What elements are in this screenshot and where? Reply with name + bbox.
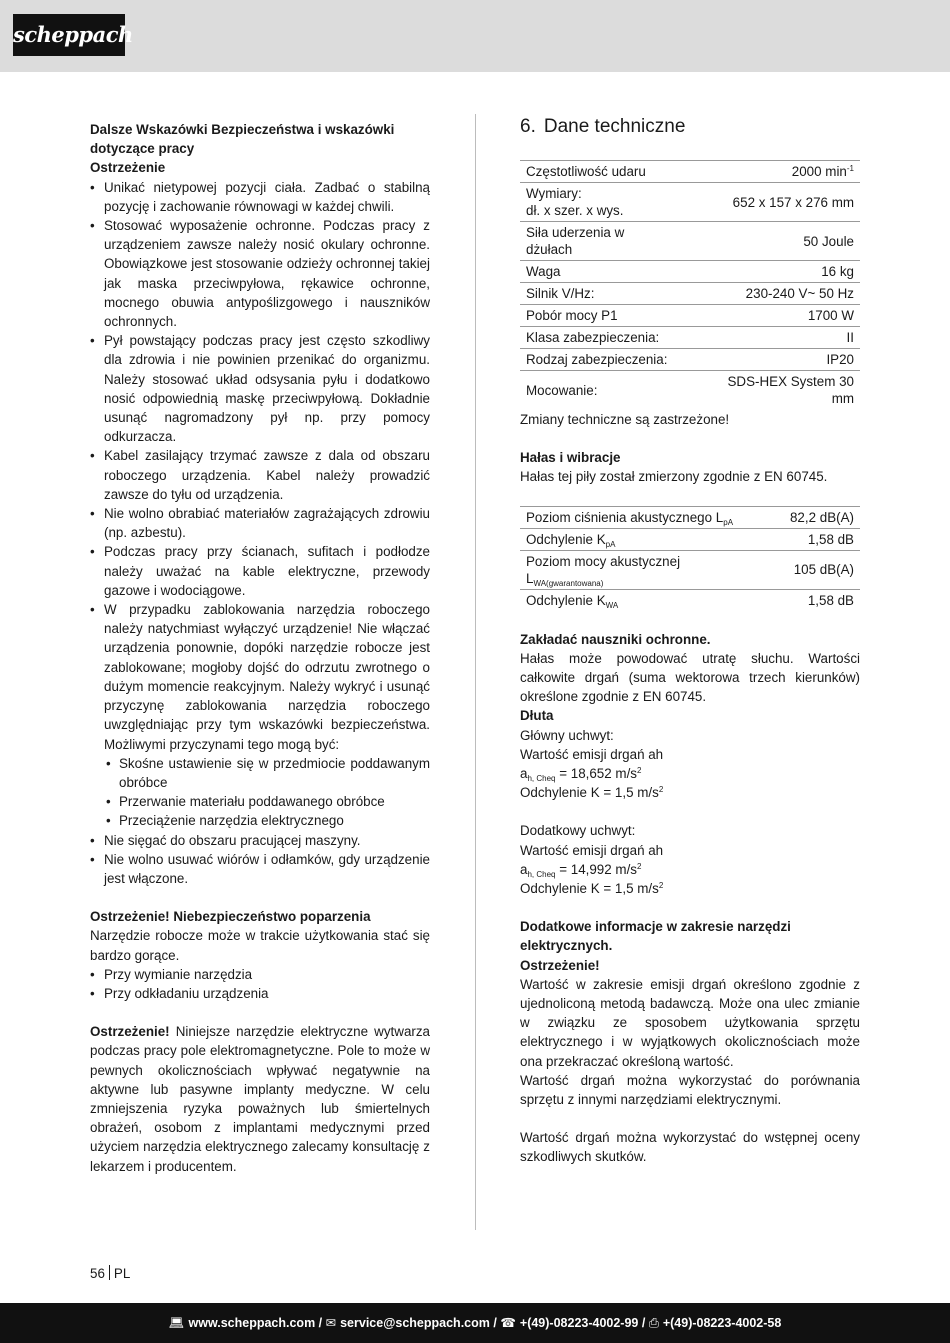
burn-warning-text: Narzędzie robocze może w trakcie użytkowania stać się bardzo gorące. [90, 928, 430, 963]
page-number-value: 56 [90, 1266, 105, 1281]
extra-info-text-3: Wartość drgań można wykorzystać do wstępnej oceny szkodliwych skutków. [520, 1130, 860, 1165]
table-row [520, 183, 860, 222]
burn-warning-list [90, 965, 430, 1003]
spec-key: Rodzaj zabezpieczenia: [520, 349, 707, 371]
spec-value: SDS-HEX System 30 mm [727, 374, 854, 406]
envelope-icon: ✉︎ [325, 1316, 337, 1330]
table-row [520, 528, 860, 550]
burn-warning-title: Ostrzeżenie! Niebezpieczeństwo poparzenia [90, 909, 371, 925]
left-column [90, 120, 430, 1176]
extra-deviation [520, 879, 860, 898]
sub-list-item: • Skośne ustawienie się w przedmiocie poddawanym obróbce [104, 754, 430, 792]
extra-info-text-1: Wartość w zakresie emisji drgań określono zgodnie z ujednoliconą metodą badawczą. Może ona ulec zmianie w związku ze sposobem użytkowania sprzętu elektrycznego i w wyjątkowych okolicznościach może ona przekraczać określoną wartość. [520, 976, 860, 1069]
main-emission-value [520, 764, 860, 783]
list-item [90, 600, 430, 830]
noise-key-sub: pA [723, 517, 734, 527]
changes-note: Zmiany techniczne są zastrzeżone! [520, 412, 730, 427]
table-row [520, 261, 860, 283]
page-number [90, 1264, 130, 1283]
unit-sup: 2 [658, 881, 664, 891]
spec-value: 16 kg [707, 261, 860, 283]
spec-key: Pobór mocy P1 [520, 305, 707, 327]
noise-key-text: Odchylenie K [526, 592, 606, 608]
computer-icon: 💻︎ [168, 1316, 185, 1330]
fax-icon: ⎙ [648, 1316, 659, 1330]
spec-value-text: 2000 min [791, 164, 847, 179]
a-symbol-sub: h, Cheq [527, 869, 556, 879]
unit-sup: 2 [658, 785, 664, 795]
emf-warning-text: Niniejsze narzędzie elektryczne wytwarza podczas pracy pole elektromagnetyczne. Pole to może w pewnych okolicznościach wpływać negatywnie na aktywne lub pasywne implanty medyczne. W celu zmniejszenia ryzyka poważnych lub śmiertelnych obrażeń, osobom z implantami medycznymi przed użyciem narzędzia elektrycznego zalecamy konsultację z lekarzem i producentem. [90, 1024, 430, 1174]
list-item: • Podczas pracy przy ścianach, sufitach i podłodze należy uważać na kable elektryczne, przewody gazowe i wodociągowe. [90, 542, 430, 600]
noise-title: Hałas i wibracje [520, 450, 621, 466]
list-item: • Unikać nietypowej pozycji ciała. Zadbać o stabilną pozycję i zachowanie równowagi w każdej chwili. [90, 178, 430, 216]
table-row [520, 589, 860, 611]
spec-value: IP20 [707, 349, 860, 371]
main-deviation [520, 783, 860, 802]
noise-key-sub: pA [605, 539, 616, 549]
safety-list [90, 178, 430, 889]
emission-value: = 18,652 m/s [555, 766, 637, 782]
main-handle-label: Główny uchwyt: [520, 727, 614, 743]
sub-list-item: • Przeciążenie narzędzia elektrycznego [104, 811, 430, 830]
table-row [520, 506, 860, 528]
table-row [520, 371, 860, 410]
extra-info-text-2: Wartość drgań można wykorzystać do porównania sprzętu z innymi narzędziami elektrycznymi. [520, 1072, 860, 1108]
ear-protection-text: Hałas może powodować utratę słuchu. Wartości całkowite drgań (suma wektorowa trzech kierunków) określone zgodnie z EN 60745. [520, 650, 860, 705]
deviation-text: Odchylenie K = 1,5 m/s [520, 881, 659, 897]
footer-website: www.scheppach.com / [188, 1316, 323, 1330]
noise-table [520, 506, 860, 611]
sub-list [104, 754, 430, 831]
emission-value: = 14,992 m/s [555, 861, 637, 877]
list-item: • Nie wolno usuwać wiórów i odłamków, gdy urządzenie jest włączone. [90, 850, 430, 888]
unit-sup: 2 [637, 766, 642, 776]
extra-warning-label: Ostrzeżenie! [520, 957, 600, 973]
list-item: • Stosować wyposażenie ochronne. Podczas pracy z urządzeniem zawsze należy nosić okulary ochronne. Obowiązkowe jest stosowanie odzieży ochronnej takiej jak maska przeciwpyłowa, rękawice ochronne, mocnego obuwia antypoślizgowego i nauszników ochronnych. [90, 216, 430, 331]
emission-label: Wartość emisji drgań ah [520, 746, 664, 762]
ear-protection-title: Zakładać nauszniki ochronne. [520, 631, 711, 647]
extra-handle-label: Dodatkowy uchwyt: [520, 823, 636, 839]
footer-fax: +(49)-08223-4002-58 [662, 1316, 782, 1330]
list-item: • Kabel zasilający trzymać zawsze z dala od obszaru roboczego urządzenia. Kabel należy prowadzić zawsze do tyłu od urządzenia. [90, 446, 430, 504]
table-row [520, 327, 860, 349]
table-row [520, 161, 860, 183]
table-row [520, 305, 860, 327]
noise-text: Hałas tej piły został zmierzony zgodnie z EN 60745. [520, 469, 828, 485]
list-item: • Przy odkładaniu urządzenia [90, 984, 430, 1003]
unit-sup: 2 [637, 861, 642, 871]
footer-bar [0, 1303, 950, 1343]
blocking-text: • W przypadku zablokowania narzędzia roboczego należy natychmiast wyłączyć urządzenie! Nie włączać urządzenia ponownie, dopóki narzędzie robocze jest zablokowane; mogłoby dojść do odrzutu zwrotnego o dużym momencie reakcyjnym. Należy wykryć i usunąć przyczynę zablokowania narzędzia roboczego uwzględniając przy tym wskazówki bezpieczeństwa. Możliwymi przyczynami tego mogą być: [104, 602, 430, 752]
safety-section [90, 120, 430, 888]
burn-warning-section [90, 907, 430, 1003]
noise-key-sub: WA [605, 600, 619, 610]
emf-warning-lead: Ostrzeżenie! [90, 1024, 170, 1040]
phone-icon: ☎︎ [500, 1316, 516, 1330]
section-title: Dane techniczne [543, 116, 686, 137]
deviation-text: Odchylenie K = 1,5 m/s [520, 785, 659, 801]
extra-emission-value [520, 860, 860, 879]
noise-key-text: Odchylenie K [526, 531, 606, 547]
footer-phone: +(49)-08223-4002-99 / [519, 1316, 646, 1330]
a-symbol: a [520, 766, 528, 782]
noise-value: 82,2 dB(A) [744, 506, 860, 528]
list-item: • Pył powstający podczas pracy jest często szkodliwy dla zdrowia i nie powinien przenikać do organizmu. Należy stosować układ odsysania pyłu i dodatkowo nosić odpowiednią maskę przeciwpyłową. Dokładnie usunąć nagromadzony pył np. przy pomocy odkurzacza. [90, 331, 430, 446]
list-item: • Nie wolno obrabiać materiałów zagrażających zdrowiu (np. azbestu). [90, 504, 430, 542]
spec-value: II [707, 327, 860, 349]
noise-key [520, 506, 744, 528]
spec-value: 50 Joule [707, 222, 860, 261]
chisel-title: Dłuta [520, 708, 554, 724]
noise-key [520, 528, 744, 550]
noise-key-sub: WA(gwarantowana) [533, 578, 604, 588]
column-divider [475, 114, 476, 1230]
table-row [520, 283, 860, 305]
noise-key [520, 550, 744, 589]
extra-info-title: Dodatkowe informacje w zakresie narzędzi elektrycznych. [520, 919, 791, 954]
spec-key: Waga [520, 261, 707, 283]
noise-key-text: Poziom mocy akustycznej L [526, 553, 681, 586]
section-number: 6. [520, 116, 536, 137]
noise-key [520, 589, 744, 611]
noise-value: 1,58 dB [807, 592, 854, 608]
spec-key: Wymiary: dł. x szer. x wys. [520, 183, 707, 222]
list-item: • Przy wymianie narzędzia [90, 965, 430, 984]
table-row [520, 550, 860, 589]
spec-value-sup: -1 [846, 164, 854, 173]
page-language: PL [113, 1266, 131, 1281]
spec-value: 230-240 V~ 50 Hz [707, 283, 860, 305]
spec-key: Częstotliwość udaru [520, 161, 707, 183]
emission-label: Wartość emisji drgań ah [520, 842, 664, 858]
spec-value [707, 161, 860, 183]
emf-warning-paragraph [90, 1022, 430, 1176]
section-heading [520, 114, 860, 140]
noise-key-text: Poziom ciśnienia akustycznego L [526, 509, 724, 525]
spec-value: 652 x 157 x 276 mm [707, 183, 860, 222]
list-item: • Nie sięgać do obszaru pracującej maszyny. [90, 831, 430, 850]
right-column [520, 114, 860, 1167]
noise-value: 105 dB(A) [744, 550, 860, 589]
noise-value: 1,58 dB [744, 528, 860, 550]
header-bar [0, 0, 950, 72]
spec-key: Siła uderzenia w dżułach [520, 222, 707, 261]
sub-list-item: • Przerwanie materiału poddawanego obróbce [104, 792, 430, 811]
footer-email: service@scheppach.com / [340, 1316, 497, 1330]
safety-warning-label: Ostrzeżenie [90, 160, 166, 176]
spec-key: Klasa zabezpieczenia: [520, 327, 707, 349]
a-symbol: a [520, 861, 528, 877]
scheppach-logo: scheppach [13, 14, 125, 56]
a-symbol-sub: h, Cheq [527, 774, 556, 784]
spec-value: 1700 W [707, 305, 860, 327]
safety-title: Dalsze Wskazówki Bezpieczeństwa i wskazówki dotyczące pracy [90, 122, 395, 157]
table-row [520, 349, 860, 371]
tech-spec-table [520, 160, 860, 409]
table-row [520, 222, 860, 261]
spec-key: Mocowanie: [526, 382, 598, 398]
page-separator [109, 1265, 110, 1280]
spec-key: Silnik V/Hz: [520, 283, 707, 305]
